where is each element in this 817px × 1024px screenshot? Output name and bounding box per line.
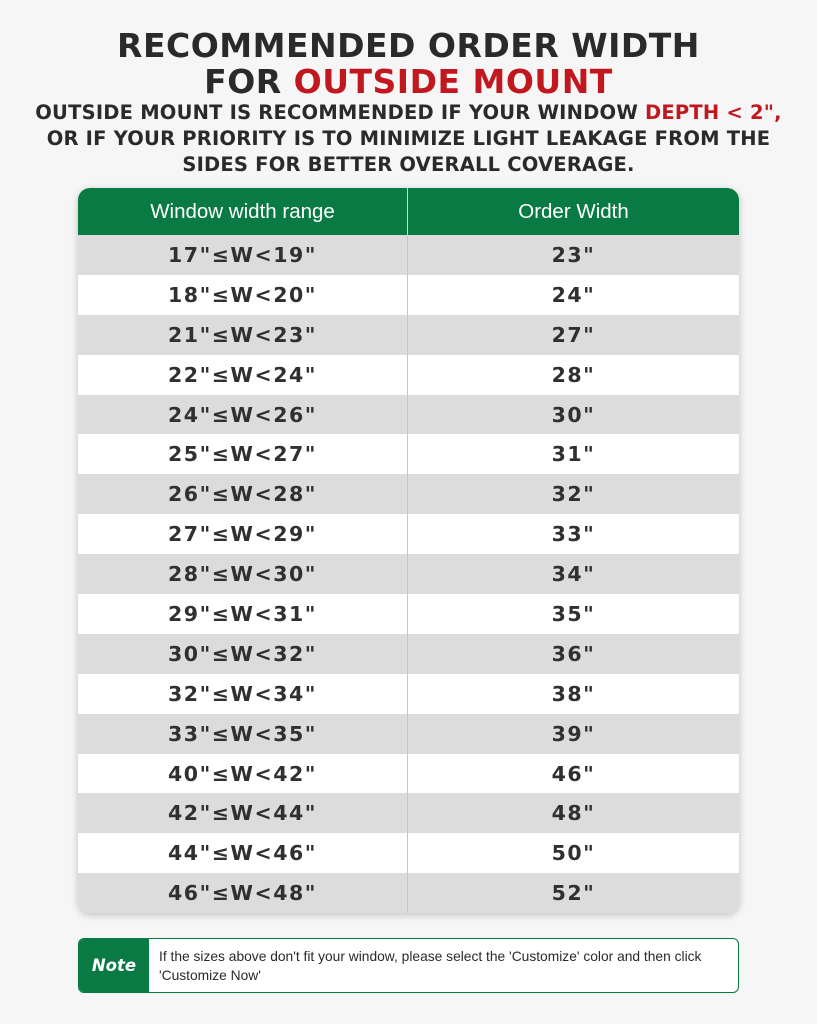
window-width-range-cell: 46"≤W<48" (78, 873, 408, 913)
page-title-line-1: RECOMMENDED ORDER WIDTH (117, 26, 700, 65)
table-body (78, 235, 739, 913)
order-width-cell: 35" (551, 601, 596, 626)
subtitle (30, 100, 787, 178)
table-row (78, 793, 739, 833)
title-prefix: FOR (204, 62, 294, 101)
order-width-cell: 32" (551, 482, 596, 507)
order-width-cell: 39" (551, 721, 596, 746)
subtitle-highlight: DEPTH < 2", (645, 101, 782, 124)
size-table (78, 188, 739, 913)
window-width-range-cell: 21"≤W<23" (78, 315, 408, 355)
table-row (78, 474, 739, 514)
table-row (78, 434, 739, 474)
window-width-range-cell: 44"≤W<46" (78, 833, 408, 873)
order-width-cell: 30" (551, 402, 596, 427)
window-width-range-cell: 40"≤W<42" (78, 754, 408, 794)
window-width-range-cell: 32"≤W<34" (78, 674, 408, 714)
note-box (78, 938, 739, 993)
order-width-cell: 28" (551, 362, 596, 387)
header-window-width-range: Window width range (78, 188, 408, 235)
table-header (78, 188, 739, 235)
order-width-cell: 38" (551, 681, 596, 706)
window-width-range-cell: 27"≤W<29" (78, 514, 408, 554)
order-width-cell: 33" (551, 522, 596, 547)
table-row (78, 873, 739, 913)
window-width-range-cell: 42"≤W<44" (78, 793, 408, 833)
window-width-range-cell: 26"≤W<28" (78, 474, 408, 514)
subtitle-part-1: OUTSIDE MOUNT IS RECOMMENDED IF YOUR WINDOW (35, 101, 646, 124)
table-row (78, 235, 739, 275)
table-row (78, 514, 739, 554)
window-width-range-cell: 30"≤W<32" (78, 634, 408, 674)
table-row (78, 714, 739, 754)
table-row (78, 754, 739, 794)
note-text: If the sizes above don't fit your window, please select the 'Customize' color and then click 'Customize Now' (159, 949, 702, 983)
subtitle-part-2: OR IF YOUR PRIORITY IS TO MINIMIZE LIGHT LEAKAGE FROM THE SIDES FOR BETTER OVERALL COVERAGE. (46, 127, 771, 176)
table-row (78, 674, 739, 714)
order-width-cell: 27" (551, 322, 596, 347)
table-row (78, 594, 739, 634)
order-width-cell: 36" (551, 641, 596, 666)
window-width-range-cell: 25"≤W<27" (78, 434, 408, 474)
window-width-range-cell: 22"≤W<24" (78, 355, 408, 395)
order-width-cell: 52" (551, 881, 596, 906)
table-row (78, 833, 739, 873)
table-row (78, 554, 739, 594)
window-width-range-cell: 17"≤W<19" (78, 235, 408, 275)
table-row (78, 315, 739, 355)
order-width-cell: 34" (551, 562, 596, 587)
table-row (78, 355, 739, 395)
order-width-cell: 46" (551, 761, 596, 786)
page-title-line-2 (0, 63, 817, 101)
note-label: Note (79, 939, 149, 992)
table-row (78, 395, 739, 435)
order-width-cell: 31" (551, 442, 596, 467)
window-width-range-cell: 18"≤W<20" (78, 275, 408, 315)
table-row (78, 634, 739, 674)
window-width-range-cell: 28"≤W<30" (78, 554, 408, 594)
header-order-width: Order Width (518, 199, 629, 223)
window-width-range-cell: 33"≤W<35" (78, 714, 408, 754)
title-highlight: OUTSIDE MOUNT (293, 62, 613, 101)
order-width-cell: 50" (551, 841, 596, 866)
table-row (78, 275, 739, 315)
window-width-range-cell: 29"≤W<31" (78, 594, 408, 634)
order-width-cell: 23" (551, 242, 596, 267)
order-width-cell: 24" (551, 282, 596, 307)
window-width-range-cell: 24"≤W<26" (78, 395, 408, 435)
order-width-cell: 48" (551, 801, 596, 826)
